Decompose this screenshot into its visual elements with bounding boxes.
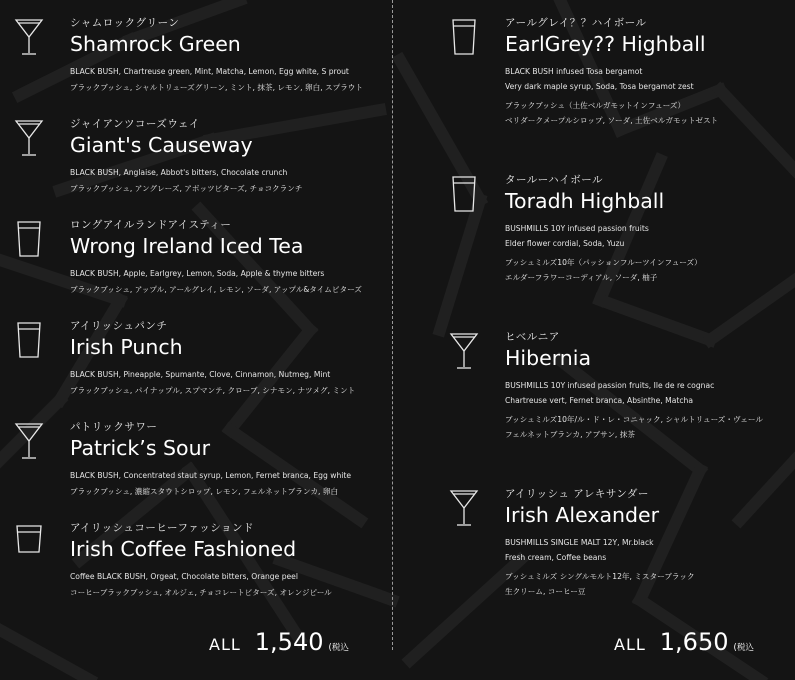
left-price — [209, 628, 349, 656]
price-amount: 1,540 — [254, 628, 324, 656]
highball-glass-icon — [14, 320, 44, 360]
item-ingredients-jp-1: ブッシュミルズ シングルモルト12年, ミスターブラック — [505, 572, 695, 581]
item-kana: アイリッシュコーヒーファッションド — [70, 522, 255, 534]
price-tax-note: (税込 — [733, 643, 754, 653]
item-kana: アイリッシュパンチ — [70, 320, 168, 332]
item-ingredients-en: Coffee BLACK BUSH, Orgeat, Chocolate bitters, Orange peel — [70, 572, 298, 581]
right-price — [614, 628, 754, 656]
martini-glass-icon — [449, 488, 479, 528]
item-name: Wrong Ireland Iced Tea — [70, 234, 304, 258]
martini-glass-icon — [449, 331, 479, 371]
item-ingredients-en: BLACK BUSH, Concentrated staut syrup, Lemon, Fernet branca, Egg white — [70, 471, 352, 480]
item-ingredients-jp-1: ブッシュミルズ10年（パッションフルーツインフューズ） — [505, 258, 702, 267]
item-ingredients-jp-2: フェルネットブランカ, アブサン, 抹茶 — [505, 430, 635, 439]
price-amount: 1,650 — [659, 628, 729, 656]
highball-glass-icon — [449, 174, 479, 214]
item-ingredients-jp: ブラックブッシュ, アップル, アールグレイ, レモン, ソーダ, アップル&タイムビターズ — [70, 285, 362, 294]
highball-glass-icon — [449, 17, 479, 57]
item-kana: ジャイアンツコーズウェイ — [70, 118, 200, 130]
martini-glass-icon — [14, 17, 44, 57]
item-kana: アールグレイ？？ハイボール — [505, 17, 647, 29]
item-ingredients-en: BLACK BUSH, Anglaise, Abbot's bitters, Chocolate crunch — [70, 168, 288, 177]
item-name: Shamrock Green — [70, 32, 241, 56]
item-kana: シャムロックグリーン — [70, 17, 180, 29]
rocks-glass-icon — [14, 522, 44, 562]
item-kana: タールーハイボール — [505, 174, 604, 186]
item-ingredients-en-1: BUSHMILLS 10Y infused passion fruits, Ile de re cognac — [505, 381, 715, 390]
item-ingredients-en-1: BLACK BUSH infused Tosa bergamot — [505, 67, 643, 76]
item-name: Giant's Causeway — [70, 133, 253, 157]
price-tax-note: (税込 — [328, 643, 349, 653]
item-ingredients-en-1: BUSHMILLS 10Y infused passion fruits — [505, 224, 649, 233]
item-ingredients-jp-1: ブッシュミルズ10年/ル・ド・レ・コニャック, シャルトリューズ・ヴェール — [505, 415, 763, 424]
martini-glass-icon — [14, 421, 44, 461]
item-name: Hibernia — [505, 346, 592, 370]
martini-glass-icon — [14, 118, 44, 158]
item-kana: アイリッシュ アレキサンダー — [505, 488, 649, 500]
item-ingredients-en-2: Chartreuse vert, Fernet branca, Absinthe, Matcha — [505, 396, 694, 405]
item-ingredients-en: BLACK BUSH, Apple, Earlgrey, Lemon, Soda, Apple & thyme bitters — [70, 269, 325, 278]
item-ingredients-en-2: Fresh cream, Coffee beans — [505, 553, 607, 562]
item-ingredients-jp-2: エルダーフラワーコーディアル, ソーダ, 柚子 — [505, 273, 658, 282]
item-ingredients-jp: ブラックブッシュ, 濃縮スタウトシロップ, レモン, フェルネットブランカ, 卵白 — [70, 487, 339, 496]
item-ingredients-en-2: Elder flower cordial, Soda, Yuzu — [505, 239, 625, 248]
item-ingredients-jp: ブラックブッシュ, アングレーズ, アボッツビターズ, チョコクランチ — [70, 184, 303, 193]
item-name: Irish Punch — [70, 335, 183, 359]
item-ingredients-en-1: BUSHMILLS SINGLE MALT 12Y, Mr.black — [505, 538, 654, 547]
highball-glass-icon — [14, 219, 44, 259]
item-ingredients-en: BLACK BUSH, Pineapple, Spumante, Clove, Cinnamon, Nutmeg, Mint — [70, 370, 331, 379]
item-ingredients-jp-2: ベリダークメープルシロップ, ソーダ, 土佐ベルガモットゼスト — [505, 116, 719, 125]
item-ingredients-en: BLACK BUSH, Chartreuse green, Mint, Matcha, Lemon, Egg white, S prout — [70, 67, 349, 76]
price-label: ALL — [209, 635, 241, 654]
price-label: ALL — [614, 635, 646, 654]
item-kana: パトリックサワー — [70, 421, 158, 433]
item-ingredients-jp: コーヒーブラックブッシュ, オルジェ, チョコレートビターズ, オレンジピール — [70, 588, 332, 597]
item-kana: ヒベルニア — [505, 331, 560, 343]
item-ingredients-jp-1: ブラックブッシュ（土佐ベルガモットインフューズ） — [505, 101, 686, 110]
item-ingredients-jp-2: 生クリーム, コーヒー豆 — [505, 587, 586, 596]
item-ingredients-en-2: Very dark maple syrup, Soda, Tosa bergamot zest — [505, 82, 694, 91]
item-name: Toradh Highball — [505, 189, 665, 213]
item-kana: ロングアイルランドアイスティー — [70, 219, 232, 231]
column-divider — [392, 0, 393, 650]
item-name: EarlGrey?? Highball — [505, 32, 706, 56]
item-name: Patrick’s Sour — [70, 436, 210, 460]
item-name: Irish Coffee Fashioned — [70, 537, 297, 561]
item-ingredients-jp: ブラックブッシュ, パイナップル, スプマンテ, クローブ, シナモン, ナツメグ, ミント — [70, 386, 356, 395]
item-ingredients-jp: ブラックブッシュ, シャルトリューズグリーン, ミント, 抹茶, レモン, 卵白, スプラウト — [70, 83, 363, 92]
item-name: Irish Alexander — [505, 503, 660, 527]
